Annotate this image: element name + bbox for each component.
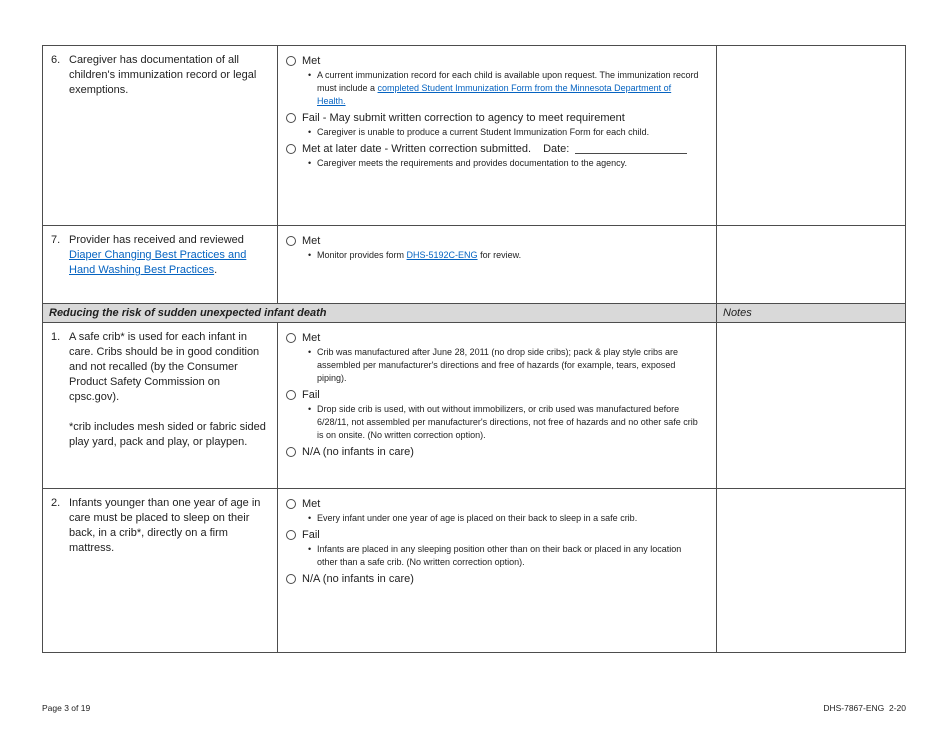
date-label-6: Date: [543,143,570,155]
notes-cell-infant-1[interactable] [717,323,905,489]
question-number-6: 6. [51,54,61,66]
bullet-text [317,249,702,262]
option-met-label-infant-2: Met [302,498,321,510]
question-text-infant-1 [69,330,271,450]
footer-page-number: Page 3 of 19 [42,703,91,713]
best-practices-link[interactable]: Diaper Changing Best Practices and Hand Washing Best Practices [69,249,247,276]
footer-doc-id: DHS-7867-ENG 2-20 [823,703,906,713]
options-cell-7 [278,226,717,304]
radio-met-later-6[interactable] [286,144,296,154]
radio-met-infant-1[interactable] [286,333,296,343]
radio-fail-6[interactable] [286,113,296,123]
date-blank-line-6[interactable] [575,142,687,154]
question-note-infant-1: *crib includes mesh sided or fabric sided play yard, pack and play, or playpen. [69,421,266,448]
option-fail-detail-6 [308,126,702,139]
option-met-label-infant-1: Met [302,332,321,344]
section-header-row [43,304,905,323]
bullet-text: Caregiver meets the requirements and provides documentation to the agency. [317,158,628,168]
option-fail-label-6: Fail - May submit written correction to agency to meet requirement [302,112,625,124]
checklist-row-6 [43,46,905,226]
bullet-dot: • [308,158,312,168]
bullet-dot: • [308,513,312,523]
radio-fail-infant-1[interactable] [286,390,296,400]
notes-cell-7[interactable] [717,226,905,304]
option-fail-label-infant-1: Fail [302,389,320,401]
bullet-text: Every infant under one year of age is placed on their back to sleep in a safe crib. [317,513,638,523]
option-met-later-detail-6 [308,157,702,170]
radio-na-infant-2[interactable] [286,574,296,584]
question-number-7: 7. [51,234,61,246]
question-cell-6 [43,46,278,226]
notes-cell-infant-2[interactable] [717,489,905,652]
section-title-cell [43,304,717,323]
checklist-row-infant-2 [43,489,905,652]
bullet-dot: • [308,404,312,414]
bullet-text: Crib was manufactured after June 28, 2011 (no drop side cribs); pack & play style cribs are assembled per manufacturer's directions and free of hazards (for example, tears, exposed piping). [317,347,679,383]
option-fail-detail-infant-1 [308,403,702,442]
bullet-text-post-7: for review. [477,250,522,260]
option-na-infant-2 [286,572,704,586]
question-cell-7 [43,226,278,304]
bullet-dot: • [308,127,312,137]
bullet-dot: • [308,347,312,357]
question-text-post-7: . [214,264,218,276]
option-na-label-infant-2: N/A (no infants in care) [302,573,414,585]
option-na-label-infant-1: N/A (no infants in care) [302,446,414,458]
radio-met-7[interactable] [286,236,296,246]
checklist-row-infant-1 [43,323,905,489]
option-met-later-label-6: Met at later date - Written correction submitted. [302,143,532,155]
bullet-dot: • [308,250,312,260]
option-met-detail-6 [308,69,702,108]
radio-met-infant-2[interactable] [286,499,296,509]
dhs-5192c-link[interactable]: DHS-5192C-ENG [406,250,478,260]
question-cell-infant-1 [43,323,278,489]
notes-header: Notes [723,307,752,319]
bullet-text: Caregiver is unable to produce a current Student Immunization Form for each child. [317,127,650,137]
options-cell-infant-1 [278,323,717,489]
question-text-pre-7: Provider has received and reviewed [69,234,244,246]
option-met-infant-1 [286,331,704,345]
option-met-detail-infant-2 [308,512,702,525]
bullet-text [317,69,702,108]
question-text-7 [69,233,271,278]
bullet-dot: • [308,544,312,554]
option-fail-infant-1 [286,388,704,402]
bullet-dot: • [308,70,312,80]
checklist-row-7 [43,226,905,304]
option-fail-label-infant-2: Fail [302,529,320,541]
section-title: Reducing the risk of sudden unexpected infant death [49,307,327,319]
question-main-infant-1: A safe crib* is used for each infant in care. Cribs should be in good condition and not recalled (by the Consumer Product Safety Commission on cpsc.gov). [69,331,260,403]
options-cell-6 [278,46,717,226]
bullet-text: Infants are placed in any sleeping position other than on their back or placed in any location other than a safe crib. (No written correction option). [317,544,682,567]
bullet-text: Drop side crib is used, with out without immobilizers, or crib used was manufactured before 6/28/11, not assembled per manufacturer's directions, not free of hazards and no other safe crib is on onsite. (No written correction option). [317,404,698,440]
option-fail-detail-infant-2 [308,543,702,569]
question-number-infant-1: 1. [51,331,61,343]
radio-fail-infant-2[interactable] [286,530,296,540]
notes-cell-6[interactable] [717,46,905,226]
bullet-text-pre: A current immunization record for each child is available upon request. The immunization record must include a [317,70,699,93]
options-cell-infant-2 [278,489,717,652]
option-fail-infant-2 [286,528,704,542]
question-text-6: Caregiver has documentation of all children's immunization record or legal exemptions. [69,54,257,96]
radio-met-6[interactable] [286,56,296,66]
option-met-detail-infant-1 [308,346,702,385]
question-text-infant-2: Infants younger than one year of age in care must be placed to sleep on their back, in a crib*, directly on a firm mattress. [69,497,261,554]
bullet-text-pre-7: Monitor provides form [317,250,407,260]
option-met-detail-7 [308,249,702,262]
option-met-6 [286,54,704,68]
option-na-infant-1 [286,445,704,459]
page-footer [42,703,906,713]
option-fail-6 [286,111,704,125]
option-met-later-6 [286,142,704,156]
option-met-label-7: Met [302,235,321,247]
option-met-7 [286,234,704,248]
question-cell-infant-2 [43,489,278,652]
question-number-infant-2: 2. [51,497,61,509]
notes-header-cell [717,304,905,323]
checklist-table [42,45,906,653]
radio-na-infant-1[interactable] [286,447,296,457]
option-met-infant-2 [286,497,704,511]
immunization-form-link[interactable]: completed Student Immunization Form from the Minnesota Department of Health. [317,83,672,106]
option-met-label-6: Met [302,55,321,67]
